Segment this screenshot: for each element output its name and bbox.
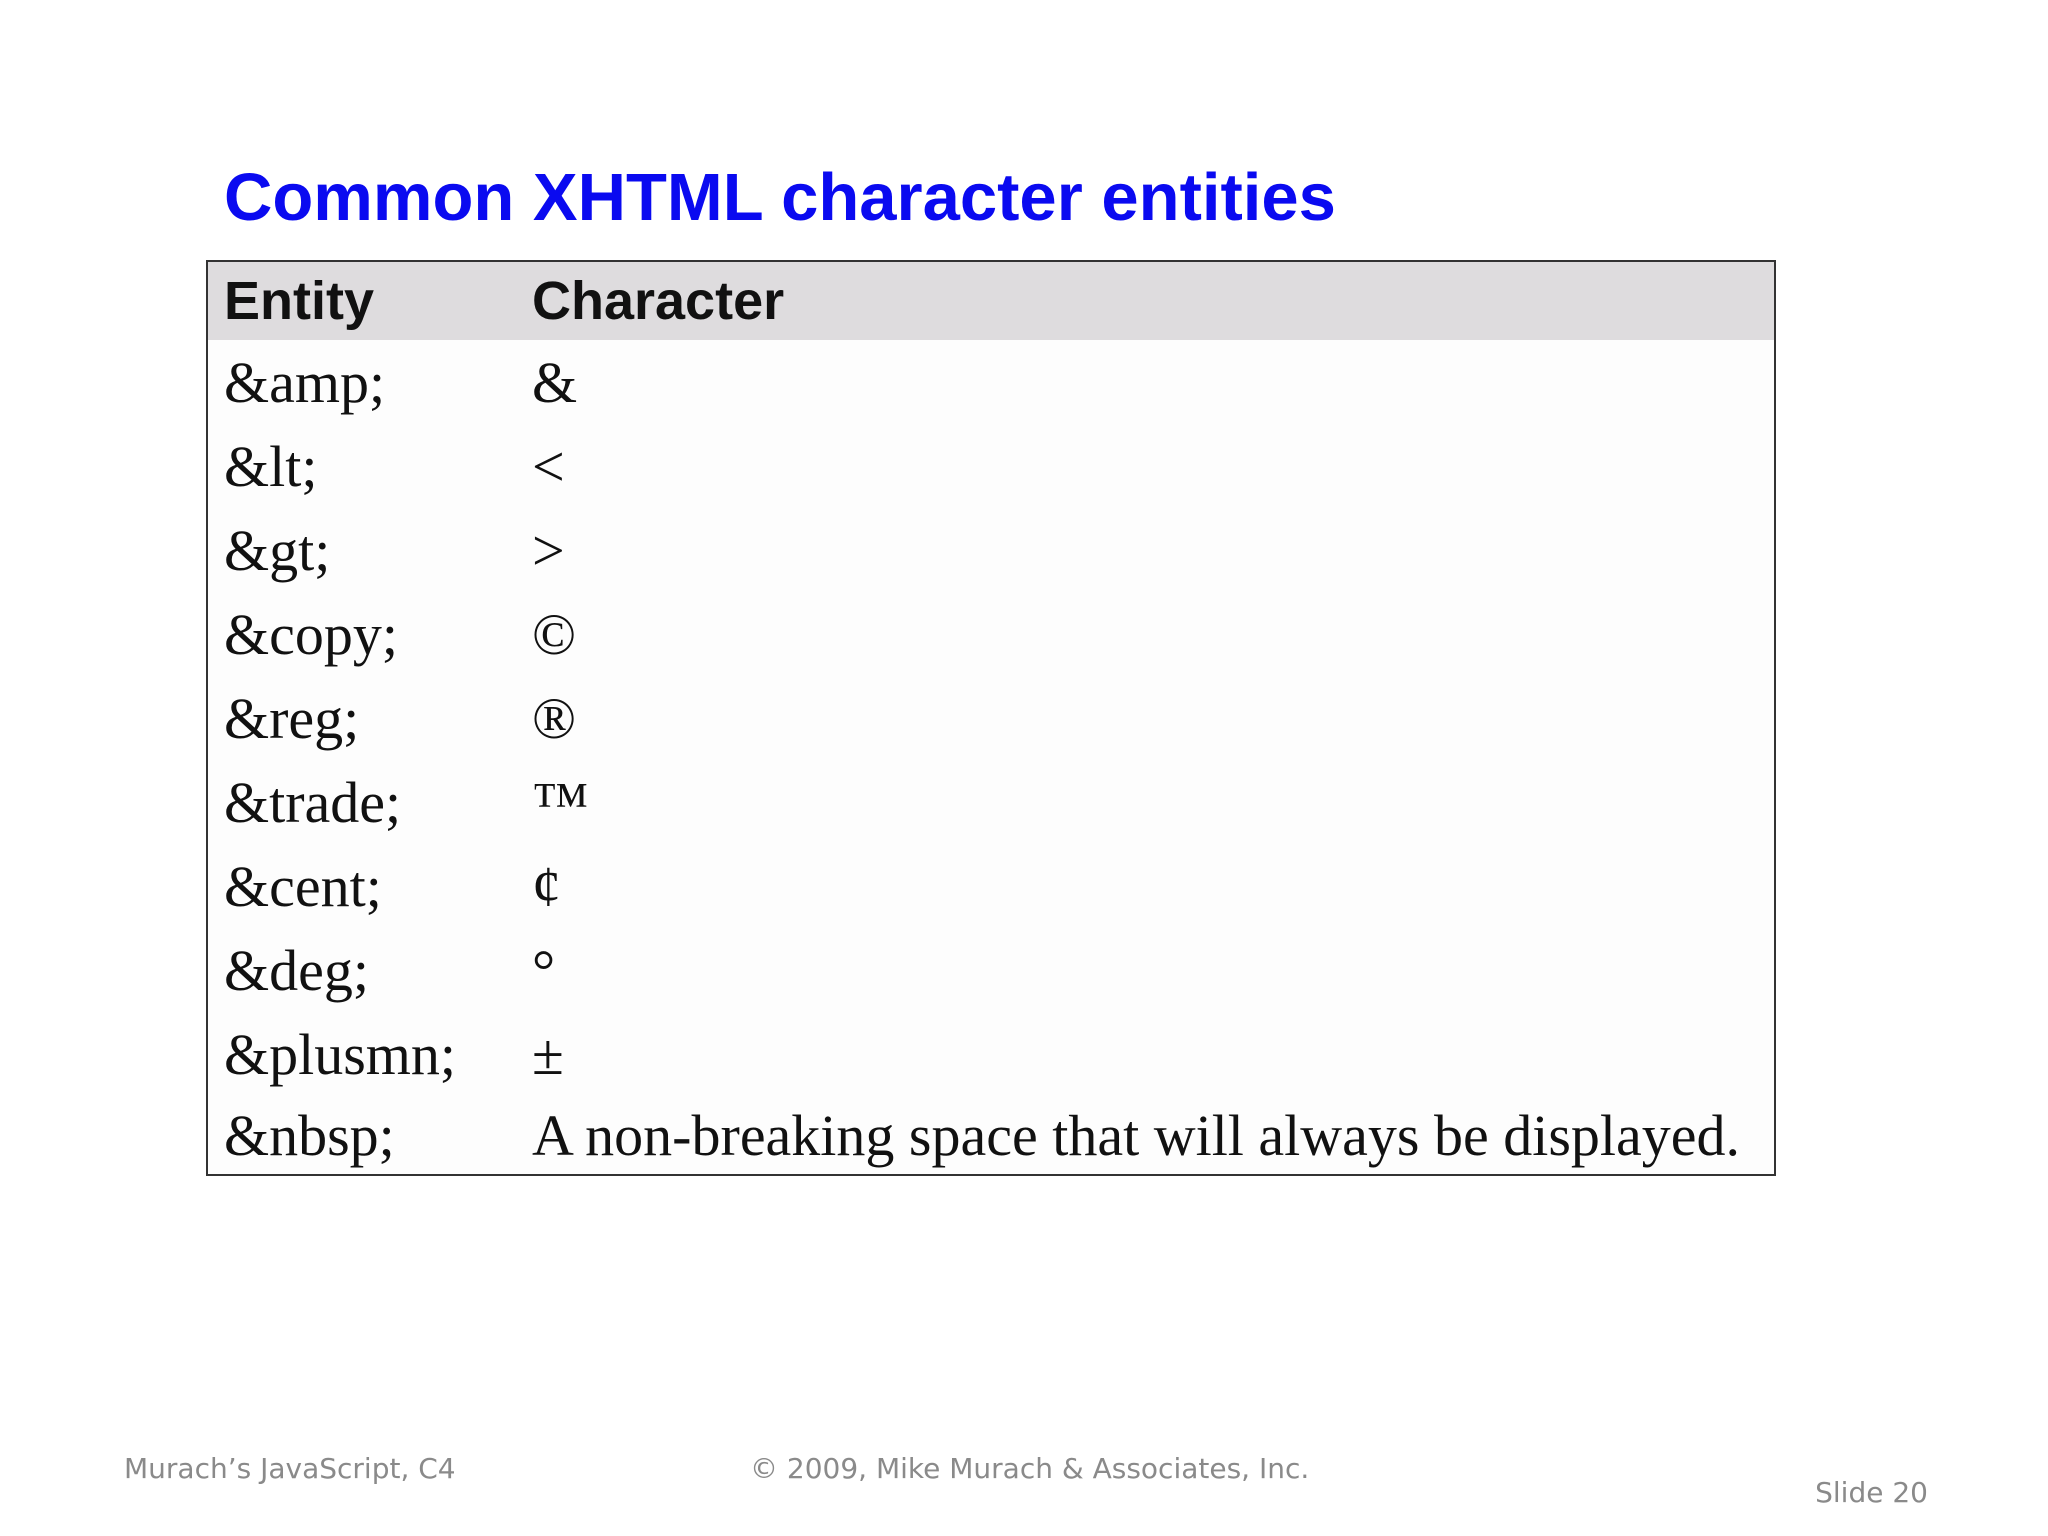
table-row: [207, 676, 1775, 760]
character-cell: ™: [532, 769, 589, 835]
character-cell: °: [532, 937, 556, 1003]
entity-cell: &trade;: [224, 769, 402, 835]
character-cell: ±: [532, 1021, 564, 1087]
table-row: [207, 1012, 1775, 1096]
table-row: [207, 760, 1775, 844]
entity-cell: &copy;: [224, 601, 398, 667]
entity-cell: &amp;: [224, 349, 386, 415]
entity-cell: &reg;: [224, 685, 360, 751]
table-row: [207, 340, 1775, 424]
entity-cell: &gt;: [224, 517, 331, 583]
character-cell: ¢: [532, 853, 561, 919]
character-cell: >: [532, 517, 565, 583]
entity-cell: &deg;: [224, 937, 369, 1003]
entity-cell: &lt;: [224, 433, 318, 499]
table-row: [207, 844, 1775, 928]
character-cell: ®: [532, 685, 577, 751]
entity-table: [206, 260, 1776, 1176]
footer-copyright: © 2009, Mike Murach & Associates, Inc.: [750, 1452, 1310, 1485]
column-header-entity: Entity: [224, 271, 375, 331]
table-row: [207, 424, 1775, 508]
entity-cell: &nbsp;: [224, 1102, 395, 1168]
slide-title: Common XHTML character entities: [224, 160, 1336, 235]
footer-book-title: Murach’s JavaScript, C4: [124, 1452, 456, 1485]
character-cell: &: [532, 349, 578, 415]
character-cell: <: [532, 433, 565, 499]
column-header-character: Character: [532, 271, 785, 331]
entity-cell: &plusmn;: [224, 1021, 457, 1087]
character-cell: ©: [532, 601, 577, 667]
table-header-row: [207, 261, 1775, 340]
table-row: [207, 592, 1775, 676]
character-cell: A non-breaking space that will always be displayed.: [532, 1102, 1741, 1168]
slide-number: Slide 20: [1815, 1476, 1928, 1509]
entity-cell: &cent;: [224, 853, 382, 919]
table-row: [207, 1096, 1775, 1175]
table-row: [207, 508, 1775, 592]
table-row: [207, 928, 1775, 1012]
